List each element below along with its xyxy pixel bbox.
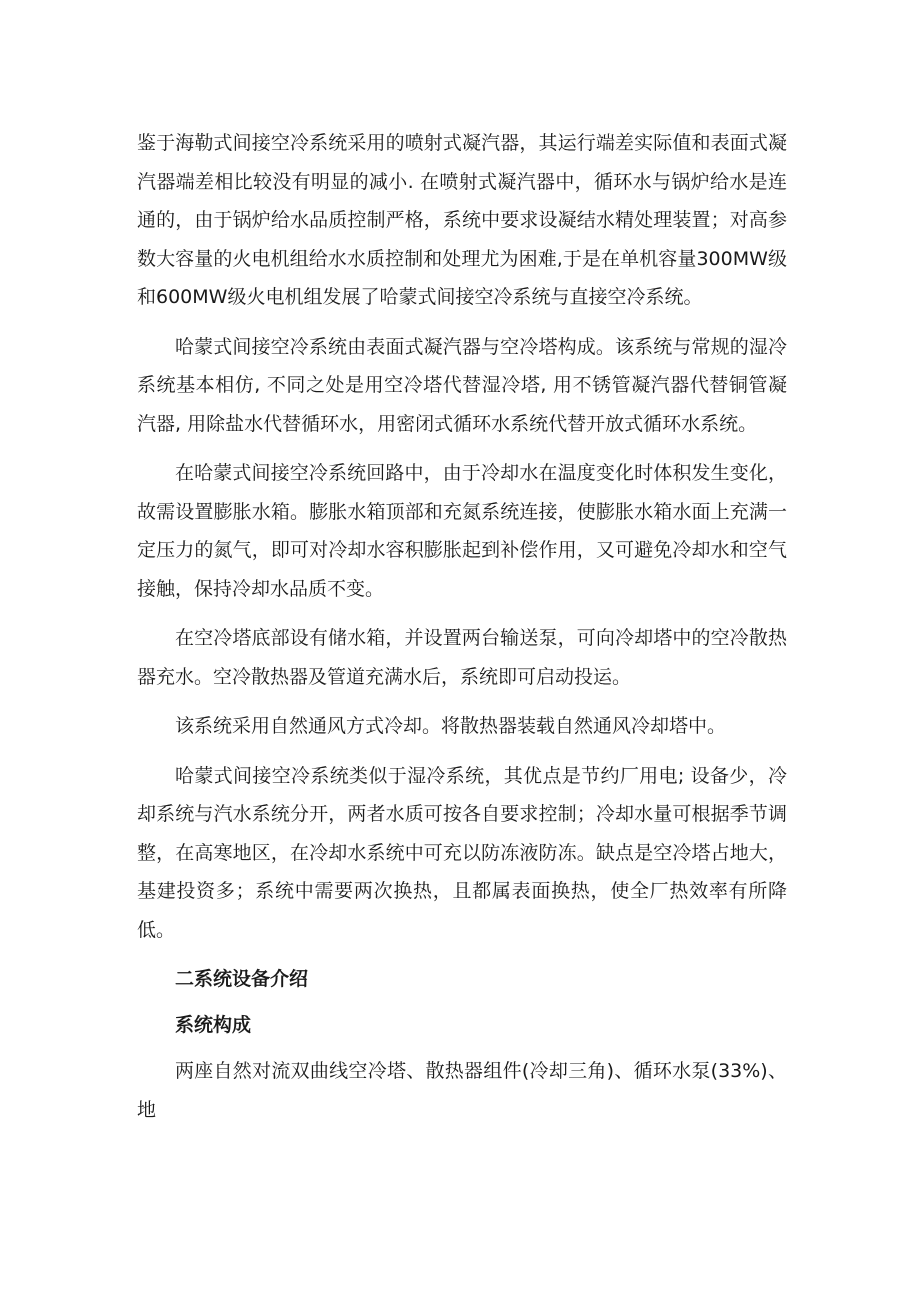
paragraph-pros-cons: 哈蒙式间接空冷系统类似于湿冷系统，其优点是节约厂用电; 设备少，冷却系统与汽水系统分开，两者水质可按各自要求控制；冷却水量可根据季节调整，在高寒地区，在冷却水系统中可充以防冻液防冻。缺点是空冷塔占地大，基建投资多；系统中需要两次换热，且都属表面换热，使全厂热效率有所降低。 [137,764,787,941]
paragraph-hamon-composition: 哈蒙式间接空冷系统由表面式凝汽器与空冷塔构成。该系统与常规的湿冷系统基本相仿, 不同之处是用空冷塔代替湿冷塔, 用不锈管凝汽器代替铜管凝汽器, 用除盐水代替循环水，用密闭式循环水系统代替开放式循环水系统。 [137,335,787,435]
subsection-heading: 系统构成 [175,1014,252,1036]
paragraph-expansion-tank: 在哈蒙式间接空冷系统回路中，由于冷却水在温度变化时体积发生变化，故需设置膨胀水箱。膨胀水箱顶部和充氮系统连接，使膨胀水箱水面上充满一定压力的氮气，即可对冷却水容积膨胀起到补偿作用，又可避免冷却水和空气接触，保持冷却水品质不变。 [137,462,787,600]
section-heading: 二系统设备介绍 [175,968,309,990]
paragraph-natural-draft: 该系统采用自然通风方式冷却。将散热器装载自然通风冷却塔中。 [175,715,727,737]
paragraph-intro: 鉴于海勒式间接空冷系统采用的喷射式凝汽器，其运行端差实际值和表面式凝汽器端差相比较没有明显的减小. 在喷射式凝汽器中，循环水与锅炉给水是连通的，由于锅炉给水品质控制严格，系统中要求设凝结水精处理装置；对高参数大容量的火电机组给水水质控制和处理尤为困难,于是在单机容量300MW级和600MW级火电机组发展了哈蒙式间接空冷系统与直接空冷系统。 [137,132,787,308]
paragraph-system-components: 两座自然对流双曲线空冷塔、散热器组件(冷却三角)、循环水泵(33%)、地 [137,1060,787,1121]
paragraph-storage-tank: 在空冷塔底部设有储水箱，并设置两台输送泵，可向冷却塔中的空冷散热器充水。空冷散热器及管道充满水后，系统即可启动投运。 [137,627,787,688]
document-body [137,124,787,1140]
